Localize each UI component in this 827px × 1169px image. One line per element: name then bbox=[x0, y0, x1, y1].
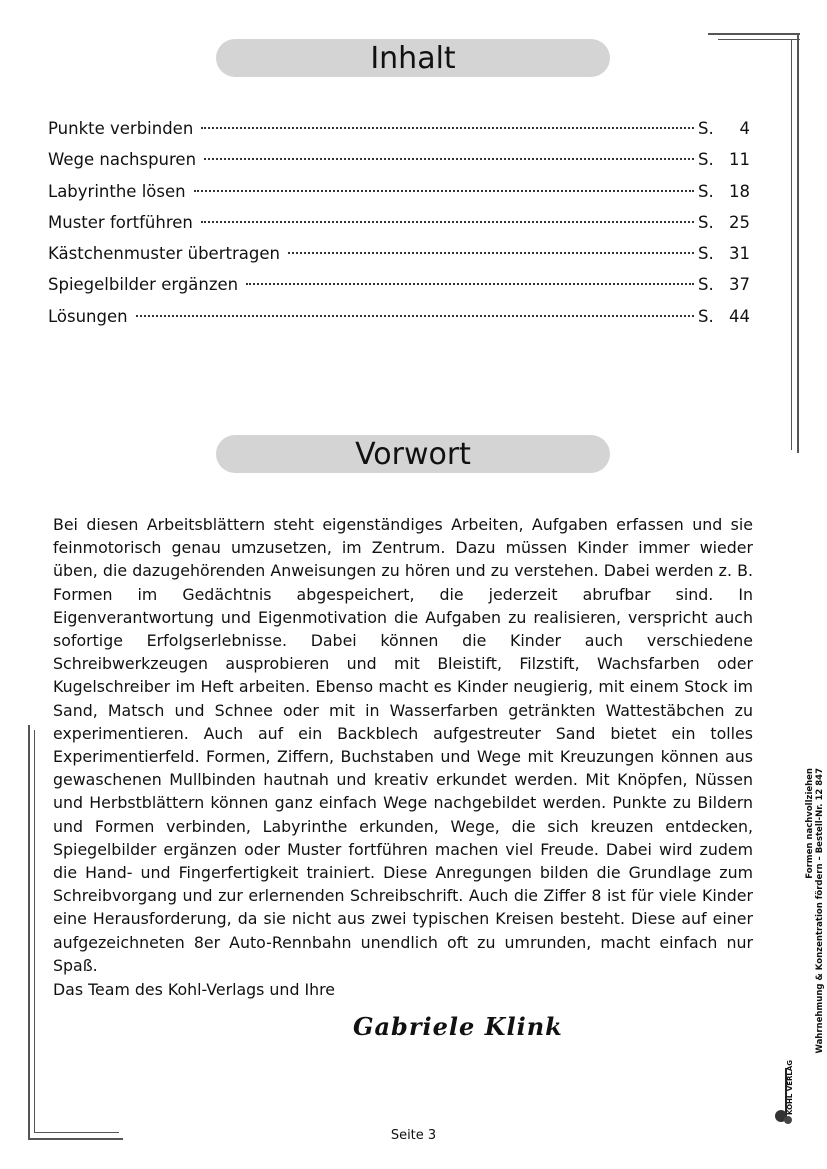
toc-entry-prefix: S. bbox=[698, 150, 714, 170]
publisher-name: KOHL VERLAG bbox=[786, 1059, 794, 1115]
toc-entry-prefix: S. bbox=[698, 306, 714, 326]
toc-entry bbox=[48, 238, 750, 269]
page-number: Seite 3 bbox=[390, 1128, 437, 1143]
toc-entry-prefix: S. bbox=[698, 212, 714, 232]
toc-entry-title: Wege nachspuren bbox=[48, 150, 197, 170]
toc-entry-title: Punkte verbinden bbox=[48, 119, 194, 138]
toc-entry-title: Kästchenmuster übertragen bbox=[48, 244, 280, 264]
toc-entry bbox=[48, 301, 750, 332]
toc-entry-page: 25 bbox=[729, 212, 750, 232]
toc-entry-page: 44 bbox=[729, 306, 750, 326]
toc-leader-dots bbox=[201, 221, 694, 223]
toc-leader-dots bbox=[204, 158, 694, 160]
toc-entry-prefix: S. bbox=[698, 244, 714, 264]
table-of-contents bbox=[48, 113, 750, 332]
frame-bottom-left-v bbox=[28, 725, 30, 1140]
toc-entry-title: Muster fortführen bbox=[48, 212, 193, 232]
toc-entry bbox=[48, 207, 750, 238]
toc-leader-dots bbox=[201, 127, 694, 129]
frame-top-right-v2 bbox=[791, 40, 792, 450]
toc-entry-page: 18 bbox=[729, 181, 750, 201]
preface-closing: Das Team des Kohl-Verlags und Ihre bbox=[53, 980, 336, 999]
preface-body: Bei diesen Arbeitsblättern steht eigenständiges Arbeiten, Aufgaben erfassen und sie feinmotorisch genau umzusetzen, im Zentrum. Dazu müssen Kinder immer wieder üben, die dazugehörenden Anweisungen zu hören und zu verstehen. Dabei werden z. B. Formen im Gedächtnis abgespeichert, die jederzeit abrufbar sind. In Eigenverantwortung und Eigenmotivation die Aufgaben zu realisieren, verspricht auch sofortige Erfolgserlebnisse. Dabei können die Kinder auch verschiedene Schreibwerkzeugen ausprobieren und mit Bleistift, Filzstift, Wachsfarben oder Kugelschreiber im Heft arbeiten. Ebenso macht es Kinder neugierig, mit einem Stock im Sand, Matsch und Schnee oder mit in Wasserfarben getränkten Wattestäbchen zu experimentieren. Auch auf ein Backblech aufgestreuter Sand bietet ein tolles Experimentierfeld. Formen, Ziffern, Buchstaben und Wege mit Kreuzungen können aus gewaschenen Mullbinden hautnah und kreativ erkundet werden. Mit Knöpfen, Nüssen und Herbstblättern können ganz einfach Wege nachgebildet werden. Punkte zu Bildern und Formen verbinden, Labyrinthe erkunden, Wege, die sich kreuzen entdecken, Spiegelbilder ergänzen oder Muster fortführen machen viel Freude. Dabei wird zudem die Hand- und Fingerfertigkeit trainiert. Diese Anregungen bilden die Grundlage zum Schreibvorgang und zur erlernenden Schreibschrift. Auch die Ziffer 8 ist für viele Kinder eine Herausforderung, da sie nicht aus zwei typischen Kreisen besteht. Diese auf einer aufgezeichneten 8er Auto-Rennbahn unendlich oft zu umrunden, macht einfach nur Spaß. bbox=[53, 515, 753, 975]
side-imprint-subtitle: Wahrnehmung & Konzentration fördern – Bestell-Nr. 12 847 bbox=[815, 768, 825, 1054]
frame-top-right-h bbox=[708, 33, 800, 35]
toc-entry-title: Labyrinthe lösen bbox=[48, 181, 186, 201]
toc-entry-prefix: S. bbox=[698, 181, 714, 201]
toc-entry bbox=[48, 113, 750, 144]
toc-entry-prefix: S. bbox=[698, 119, 714, 138]
toc-entry bbox=[48, 176, 750, 207]
toc-entry-title: Spiegelbilder ergänzen bbox=[48, 275, 239, 295]
toc-entry-page: 37 bbox=[729, 275, 750, 295]
toc-leader-dots bbox=[136, 315, 694, 317]
toc-heading: Inhalt bbox=[216, 39, 610, 77]
toc-entry-page: 11 bbox=[729, 150, 750, 170]
toc-entry bbox=[48, 269, 750, 300]
toc-leader-dots bbox=[288, 252, 694, 254]
toc-entry-prefix: S. bbox=[698, 275, 714, 295]
toc-entry-title: Lösungen bbox=[48, 306, 128, 326]
toc-entry-page: 4 bbox=[739, 119, 750, 138]
toc-entry bbox=[48, 144, 750, 175]
side-imprint-title: Formen nachvollziehen bbox=[805, 768, 815, 879]
toc-entry-page: 31 bbox=[729, 244, 750, 264]
author-signature: Gabriele Klink bbox=[353, 1012, 563, 1041]
frame-top-right-v bbox=[797, 33, 799, 453]
toc-leader-dots bbox=[246, 283, 694, 285]
frame-top-right-h2 bbox=[718, 39, 800, 40]
frame-bottom-left-v2 bbox=[34, 730, 35, 1132]
toc-leader-dots bbox=[194, 190, 694, 192]
side-imprint bbox=[805, 768, 825, 1068]
preface-heading: Vorwort bbox=[216, 435, 610, 473]
